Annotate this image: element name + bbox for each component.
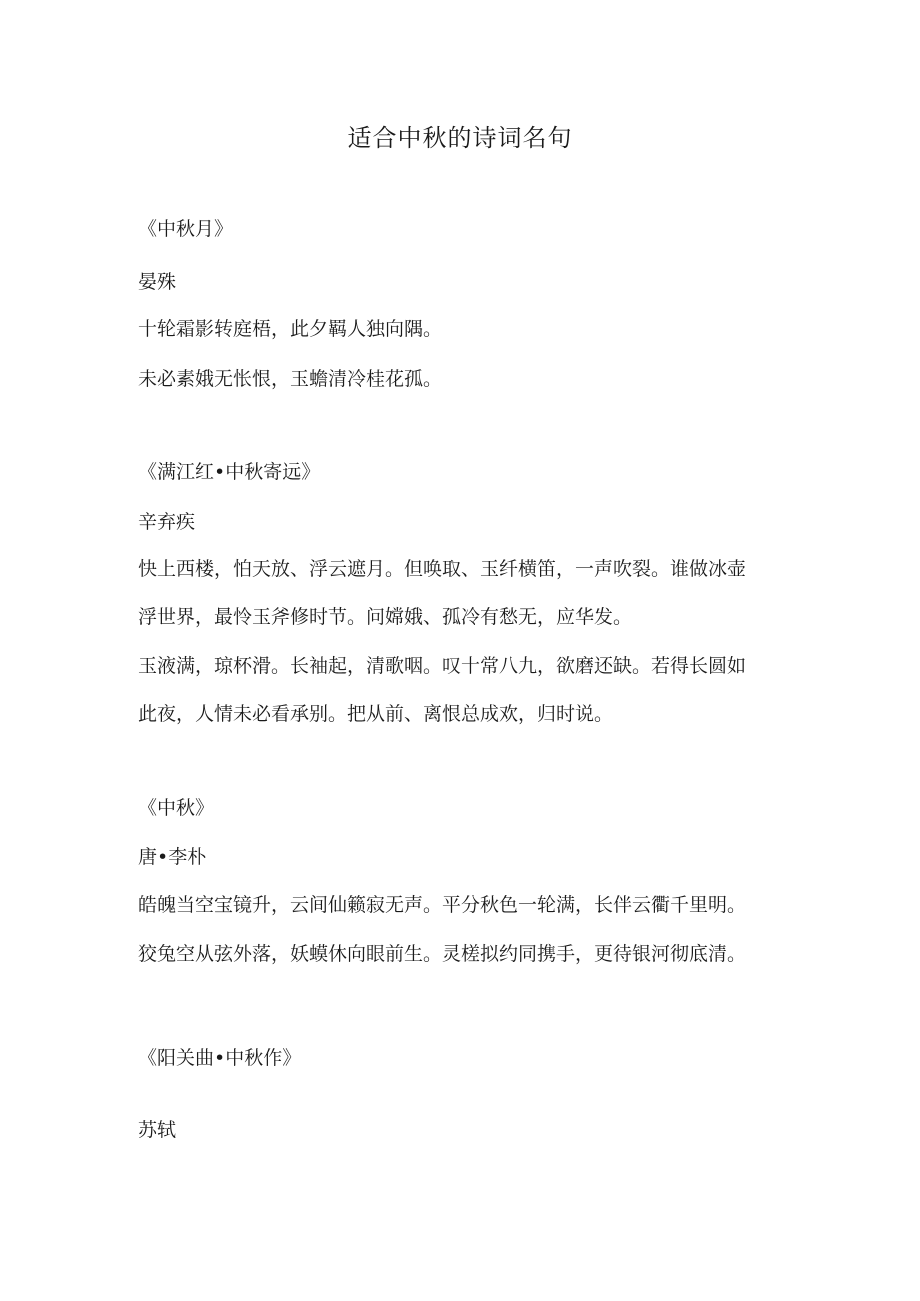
poem-title: 《中秋》 <box>138 797 215 819</box>
poem-line: 快上西楼，怕天放、浮云遮月。但唤取、玉纤横笛，一声吹裂。谁做冰壶 <box>138 558 747 580</box>
poem-line: 皓魄当空宝镜升，云间仙籁寂无声。平分秋色一轮满，长伴云衢千里明。 <box>138 894 747 916</box>
document-title: 适合中秋的诗词名句 <box>347 124 573 152</box>
poem-line: 狡兔空从弦外落，妖蟆休向眼前生。灵槎拟约同携手，更待银河彻底清。 <box>138 943 747 965</box>
poem-line: 十轮霜影转庭梧，此夕羁人独向隅。 <box>138 318 443 340</box>
poem-line: 浮世界，最怜玉斧修时节。问嫦娥、孤冷有愁无，应华发。 <box>138 606 633 628</box>
poem-author: 晏殊 <box>138 271 177 293</box>
poem-line: 玉液满，琼杯滑。长袖起，清歌咽。叹十常八九，欲磨还缺。若得长圆如 <box>138 655 747 677</box>
poem-title: 《阳关曲•中秋作》 <box>138 1047 302 1069</box>
poem-title: 《满江红•中秋寄远》 <box>138 461 321 483</box>
poem-author: 唐•李朴 <box>138 846 207 868</box>
poem-title: 《中秋月》 <box>138 218 234 240</box>
poem-line: 未必素娥无怅恨，玉蟾清冷桂花孤。 <box>138 368 443 390</box>
poem-author: 苏轼 <box>138 1119 177 1141</box>
poem-line: 此夜，人情未必看承别。把从前、离恨总成欢，归时说。 <box>138 703 614 725</box>
poem-author: 辛弃疾 <box>138 511 196 533</box>
